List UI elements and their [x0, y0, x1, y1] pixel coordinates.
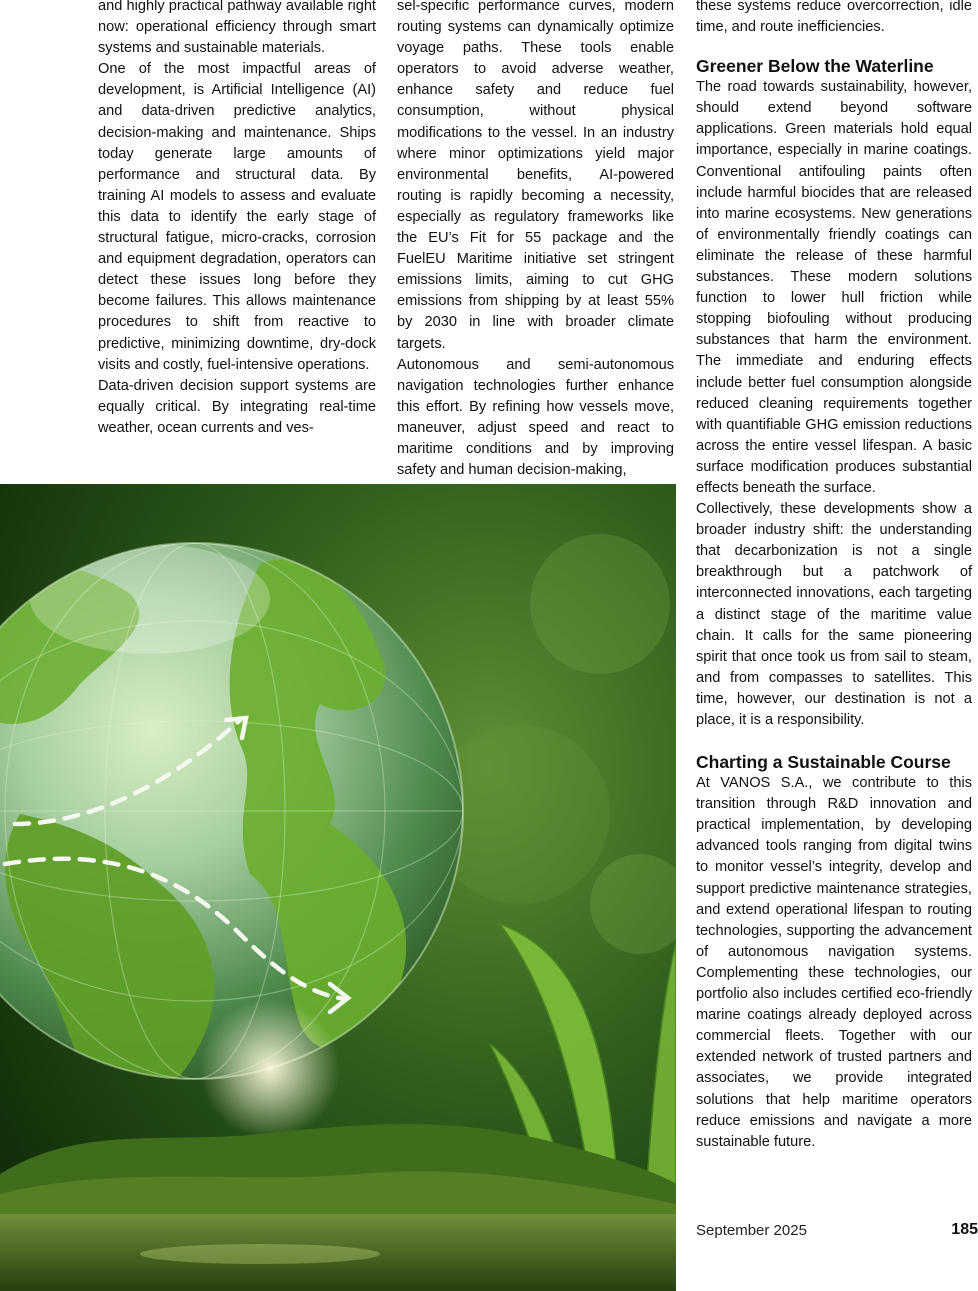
- page-number: 185: [951, 1221, 978, 1238]
- paragraph: Collectively, these developments show a broader industry shift: the understanding that decarbonization is not a single breakthrough but a patchwork of interconnected innovations, each targeting a distinct stage of the maritime value chain. It calls for the same pioneering spirit that once took us from sail to steam, and from compasses to satellites. This time, however, our destination is not a place, it is a responsibility.: [696, 501, 972, 728]
- section-heading-greener: Greener Below the Waterline: [696, 56, 934, 77]
- paragraph: sel-specific performance curves, modern routing systems can dynamically optimize voyage paths. These tools enable operators to avoid adverse weather, enhance safety and reduce fuel consumption, without physical modifications to the vessel. In an industry where minor optimizations yield major environmental benefits, AI-powered routing is rapidly becoming a necessity, especially as regulatory frameworks like the EU’s Fit for 55 package and the FuelEU Maritime initiative set stringent emissions limits, aiming to cut GHG emissions from shipping by at least 55% by 2030 in line with broader climate targets.: [397, 0, 674, 352]
- paragraph: At VANOS S.A., we contribute to this transition through R&D innovation and practical implementation, by developing advanced tools ranging from digital twins to monitor vessel’s integrity, develop and support predictive maintenance strategies, and extend operational lifespan to routing technologies, supporting the advancement of autonomous navigation systems. Complementing these technologies, our portfolio also includes certified eco-friendly marine coatings already deployed across commercial fleets. Together with our extended network of trusted partners and associates, we provide integrated solutions that help maritime operators reduce emissions and navigate a more sustainable future.: [696, 775, 972, 1150]
- paragraph: Data-driven decision support systems are equally critical. By integrating real-time weather, ocean currents and ves-: [98, 377, 376, 436]
- paragraph: One of the most impactful areas of development, is Artificial Intelligence (AI) and data-driven predictive analytics, decision-making and maintenance. Ships today generate large amounts of performance and structural data. By training AI models to assess and evaluate this data to identify the early stage of structural fatigue, micro-cracks, corrosion and equipment degradation, operators can detect these issues long before they become failures. This allows maintenance procedures to shift from reactive to predictive, minimizing downtime, dry-dock visits and costly, fuel-intensive operations.: [98, 61, 376, 373]
- article-column-2: [397, 0, 674, 481]
- globe-illustration: [0, 484, 676, 1291]
- section-heading-charting: Charting a Sustainable Course: [696, 752, 951, 773]
- article-column-3: [696, 0, 972, 1153]
- paragraph: and highly practical pathway available right now: operational efficiency through smart systems and sustainable materials.: [98, 0, 376, 57]
- paragraph: Autonomous and semi-autonomous navigation technologies further enhance this effort. By refining how vessels move, maneuver, adjust speed and react to maritime conditions and by improving safety and human decision-making,: [397, 356, 674, 479]
- issue-date: September 2025: [696, 1222, 807, 1239]
- article-column-1: [98, 0, 376, 439]
- paragraph: these systems reduce overcorrection, idle time, and route inefficiencies.: [696, 0, 972, 36]
- paragraph: The road towards sustainability, however, should extend beyond software applications. Green materials hold equal importance, especially in marine coatings. Conventional antifouling paints often include harmful biocides that are released into marine ecosystems. New generations of environmentally friendly coatings can eliminate the release of these harmful substances. These modern solutions function to lower hull friction while stopping biofouling without producing substances that harm the environment. The immediate and enduring effects include better fuel consumption alongside reduced cleaning requirements together with quantifiable GHG emission reductions across the entire vessel lifespan. A basic surface modification produces substantial effects beneath the surface.: [696, 79, 972, 496]
